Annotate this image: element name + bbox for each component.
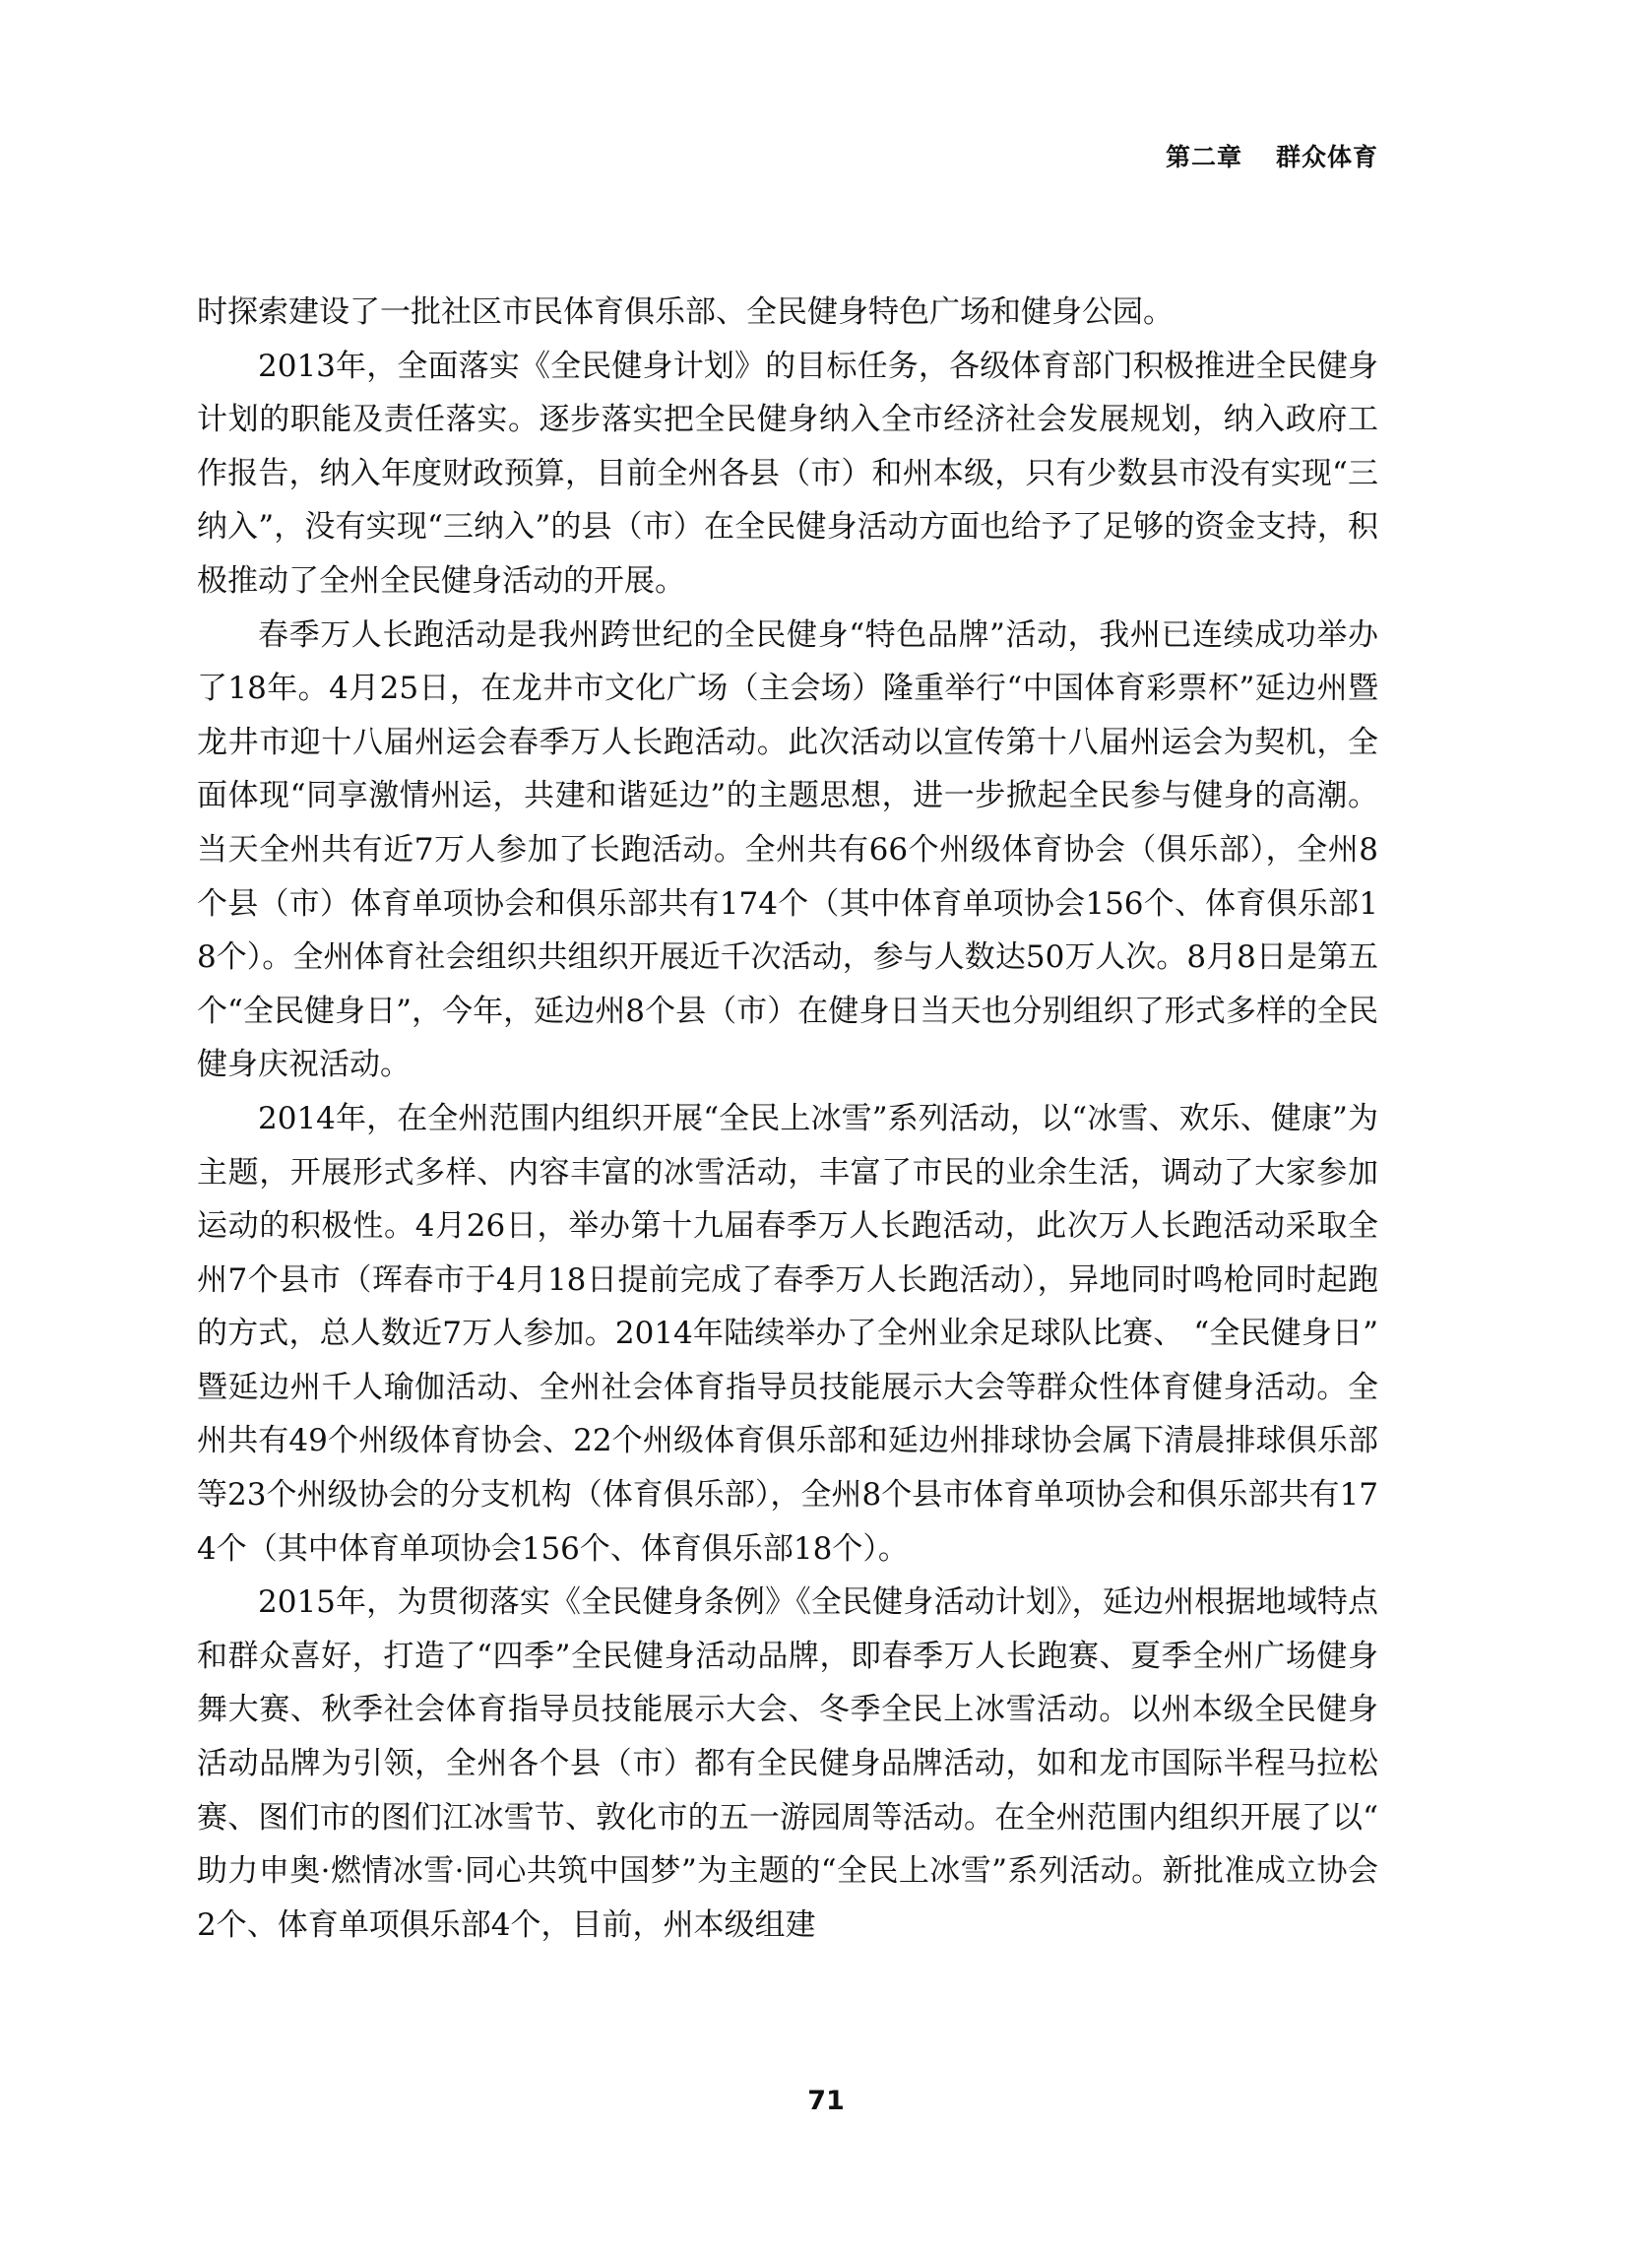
chapter-label: 第二章 [1165,143,1242,171]
paragraph-2013: 2013年，全面落实《全民健身计划》的目标任务，各级体育部门积极推进全民健身计划的职能及责任落实。逐步落实把全民健身纳入全市经济社会发展规划，纳入政府工作报告，纳入年度财政预算，目前全州各县（市）和州本级，只有少数县市没有实现“三纳入”，没有实现“三纳入”的县（市）在全民健身活动方面也给予了足够的资金支持，积极推动了全州全民健身活动的开展。 [197,348,1378,599]
section-title: 群众体育 [1275,143,1378,171]
paragraph-continued: 时探索建设了一批社区市民体育俱乐部、全民健身特色广场和健身公园。 [197,294,1174,330]
paragraph-spring-run: 春季万人长跑活动是我州跨世纪的全民健身“特色品牌”活动，我州已连续成功举办了18年。4月25日，在龙井市文化广场（主会场）隆重举行“中国体育彩票杯”延边州暨龙井市迎十八届州运会春季万人长跑活动。此次活动以宣传第十八届州运会为契机，全面体现“同享激情州运，共建和谐延边”的主题思想，进一步掀起全民参与健身的高潮。当天全州共有近7万人参加了长跑活动。全州共有66个州级体育协会（俱乐部），全州8个县（市）体育单项协会和俱乐部共有174个（其中体育单项协会156个、体育俱乐部18个）。全州体育社会组织共组织开展近千次活动，参与人数达50万人次。8月8日是第五个“全民健身日”，今年，延边州8个县（市）在健身日当天也分别组织了形式多样的全民健身庆祝活动。 [197,616,1378,1083]
page-number: 71 [807,2086,845,2116]
body-text [197,286,1378,1952]
running-header [1166,138,1378,173]
paragraph-2015: 2015年，为贯彻落实《全民健身条例》《全民健身活动计划》，延边州根据地域特点和群众喜好，打造了“四季”全民健身活动品牌，即春季万人长跑赛、夏季全州广场健身舞大赛、秋季社会体育指导员技能展示大会、冬季全民上冰雪活动。以州本级全民健身活动品牌为引领，全州各个县（市）都有全民健身品牌活动，如和龙市国际半程马拉松赛、图们市的图们江冰雪节、敦化市的五一游园周等活动。在全州范围内组织开展了以“助力申奥·燃情冰雪·同心共筑中国梦”为主题的“全民上冰雪”系列活动。新批准成立协会2个、体育单项俱乐部4个，目前，州本级组建 [197,1584,1378,1943]
paragraph-2014: 2014年，在全州范围内组织开展“全民上冰雪”系列活动，以“冰雪、欢乐、健康”为主题，开展形式多样、内容丰富的冰雪活动，丰富了市民的业余生活，调动了大家参加运动的积极性。4月26日，举办第十九届春季万人长跑活动，此次万人长跑活动采取全州7个县市（珲春市于4月18日提前完成了春季万人长跑活动），异地同时鸣枪同时起跑的方式，总人数近7万人参加。2014年陆续举办了全州业余足球队比赛、 “全民健身日”暨延边州千人瑜伽活动、全州社会体育指导员技能展示大会等群众性体育健身活动。全州共有49个州级体育协会、22个州级体育俱乐部和延边州排球协会属下清晨排球俱乐部等23个州级协会的分支机构（体育俱乐部），全州8个县市体育单项协会和俱乐部共有174个（其中体育单项协会156个、体育俱乐部18个）。 [197,1100,1378,1567]
